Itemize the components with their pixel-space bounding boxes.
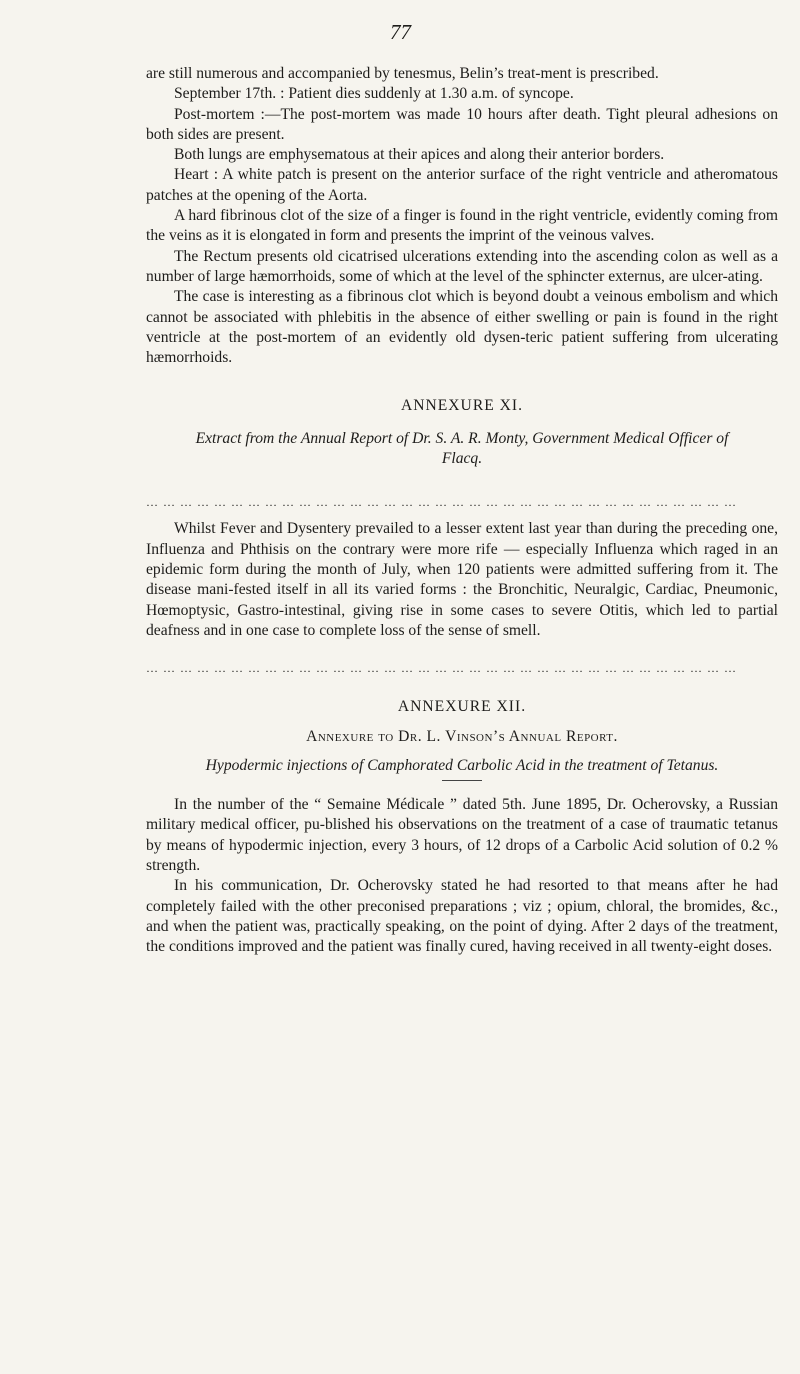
page-number: 77 — [390, 20, 411, 44]
paragraph: Whilst Fever and Dysentery prevailed to a lesser extent last year than during the preceding one, Influenza and Phthisis on the contrary were more rife — especially Influenza which raged in an epidemic form during the month of July, when 120 patients were admitted suffering from it. The disease mani-fested itself in all its varied forms : the Bronchitic, Neuralgic, Cardiac, Pneumonic, Hœmoptysic, Gastro-intestinal, giving rise in some cases to severe Otitis, which led to partial deafness and in one case to complete loss of the sense of smell. — [146, 520, 778, 639]
paragraph: The case is interesting as a fibrinous clot which is beyond doubt a veinous embolism and which cannot be associated with phlebitis in the absence of either swelling or pain is found in the right ventricle at the post-mortem of an evidently old dysen-teric patient suffering from ulcerating hæmorrhoids. — [146, 288, 778, 367]
ellipsis-row: … … … … … … … … … … … … … … … … … … … … … … … … … … … … … … … … … … … — [146, 661, 737, 676]
paragraph: A hard fibrinous clot of the size of a finger is found in the right ventricle, evidently coming from the veins as it is elongated in form and presents the imprint of the veinous valves. — [146, 207, 778, 245]
paragraph: Heart : A white patch is present on the anterior surface of the right ventricle and atheromatous patches at the opening of the Aorta. — [146, 166, 778, 204]
annexure-xi-heading: ANNEXURE XI. — [400, 397, 523, 415]
ellipsis-row: … … … … … … … … … … … … … … … … … … … … … … … … … … … … … … … … … … … — [146, 495, 737, 510]
paragraph: In the number of the “ Semaine Médicale ” dated 5th. June 1895, Dr. Ocherovsky, a Russian military medical officer, pu-blished his observations on the treatment of a case of traumatic tetanus by means of hypodermic injection, every 3 hours, of 12 drops of a Carbolic Acid solution of 0.2 % strength. — [146, 796, 778, 874]
annexure-xii-subheading: Annexure to Dr. L. Vinson’s Annual Report. — [306, 728, 618, 746]
divider — [442, 780, 482, 781]
paragraph: In his communication, Dr. Ocherovsky stated he had resorted to that means after he had completely failed with the other preconised preparations ; viz ; opium, chloral, the bromides, &c., and when the patient was, practically speaking, on the point of dying. After 2 days of the treatment, the conditions improved and the patient was finally cured, having received in all twenty-eight doses. — [146, 877, 778, 956]
annexure-xi-subtitle: Extract from the Annual Report of Dr. S. A. R. Monty, Government Medical Officer of Flacq. — [195, 429, 729, 468]
page-body — [146, 64, 778, 957]
paragraph: Both lungs are emphysematous at their apices and along their anterior borders. — [174, 146, 665, 164]
annexure-xii-subtitle: Hypodermic injections of Camphorated Carbolic Acid in the treatment of Tetanus. — [205, 756, 719, 774]
annexure-xii-heading: ANNEXURE XII. — [397, 698, 527, 716]
paragraph: September 17th. : Patient dies suddenly at 1.30 a.m. of syncope. — [174, 85, 574, 103]
paragraph: Post-mortem :—The post-mortem was made 10 hours after death. Tight pleural adhesions on both sides are present. — [146, 105, 778, 143]
paragraph: are still numerous and accompanied by tenesmus, Belin’s treat-ment is prescribed. — [146, 65, 659, 82]
paragraph: The Rectum presents old cicatrised ulcerations extending into the ascending colon as well as a number of large hæmorrhoids, some of which at the level of the sphincter externus, are ulcer-ating. — [146, 247, 778, 285]
